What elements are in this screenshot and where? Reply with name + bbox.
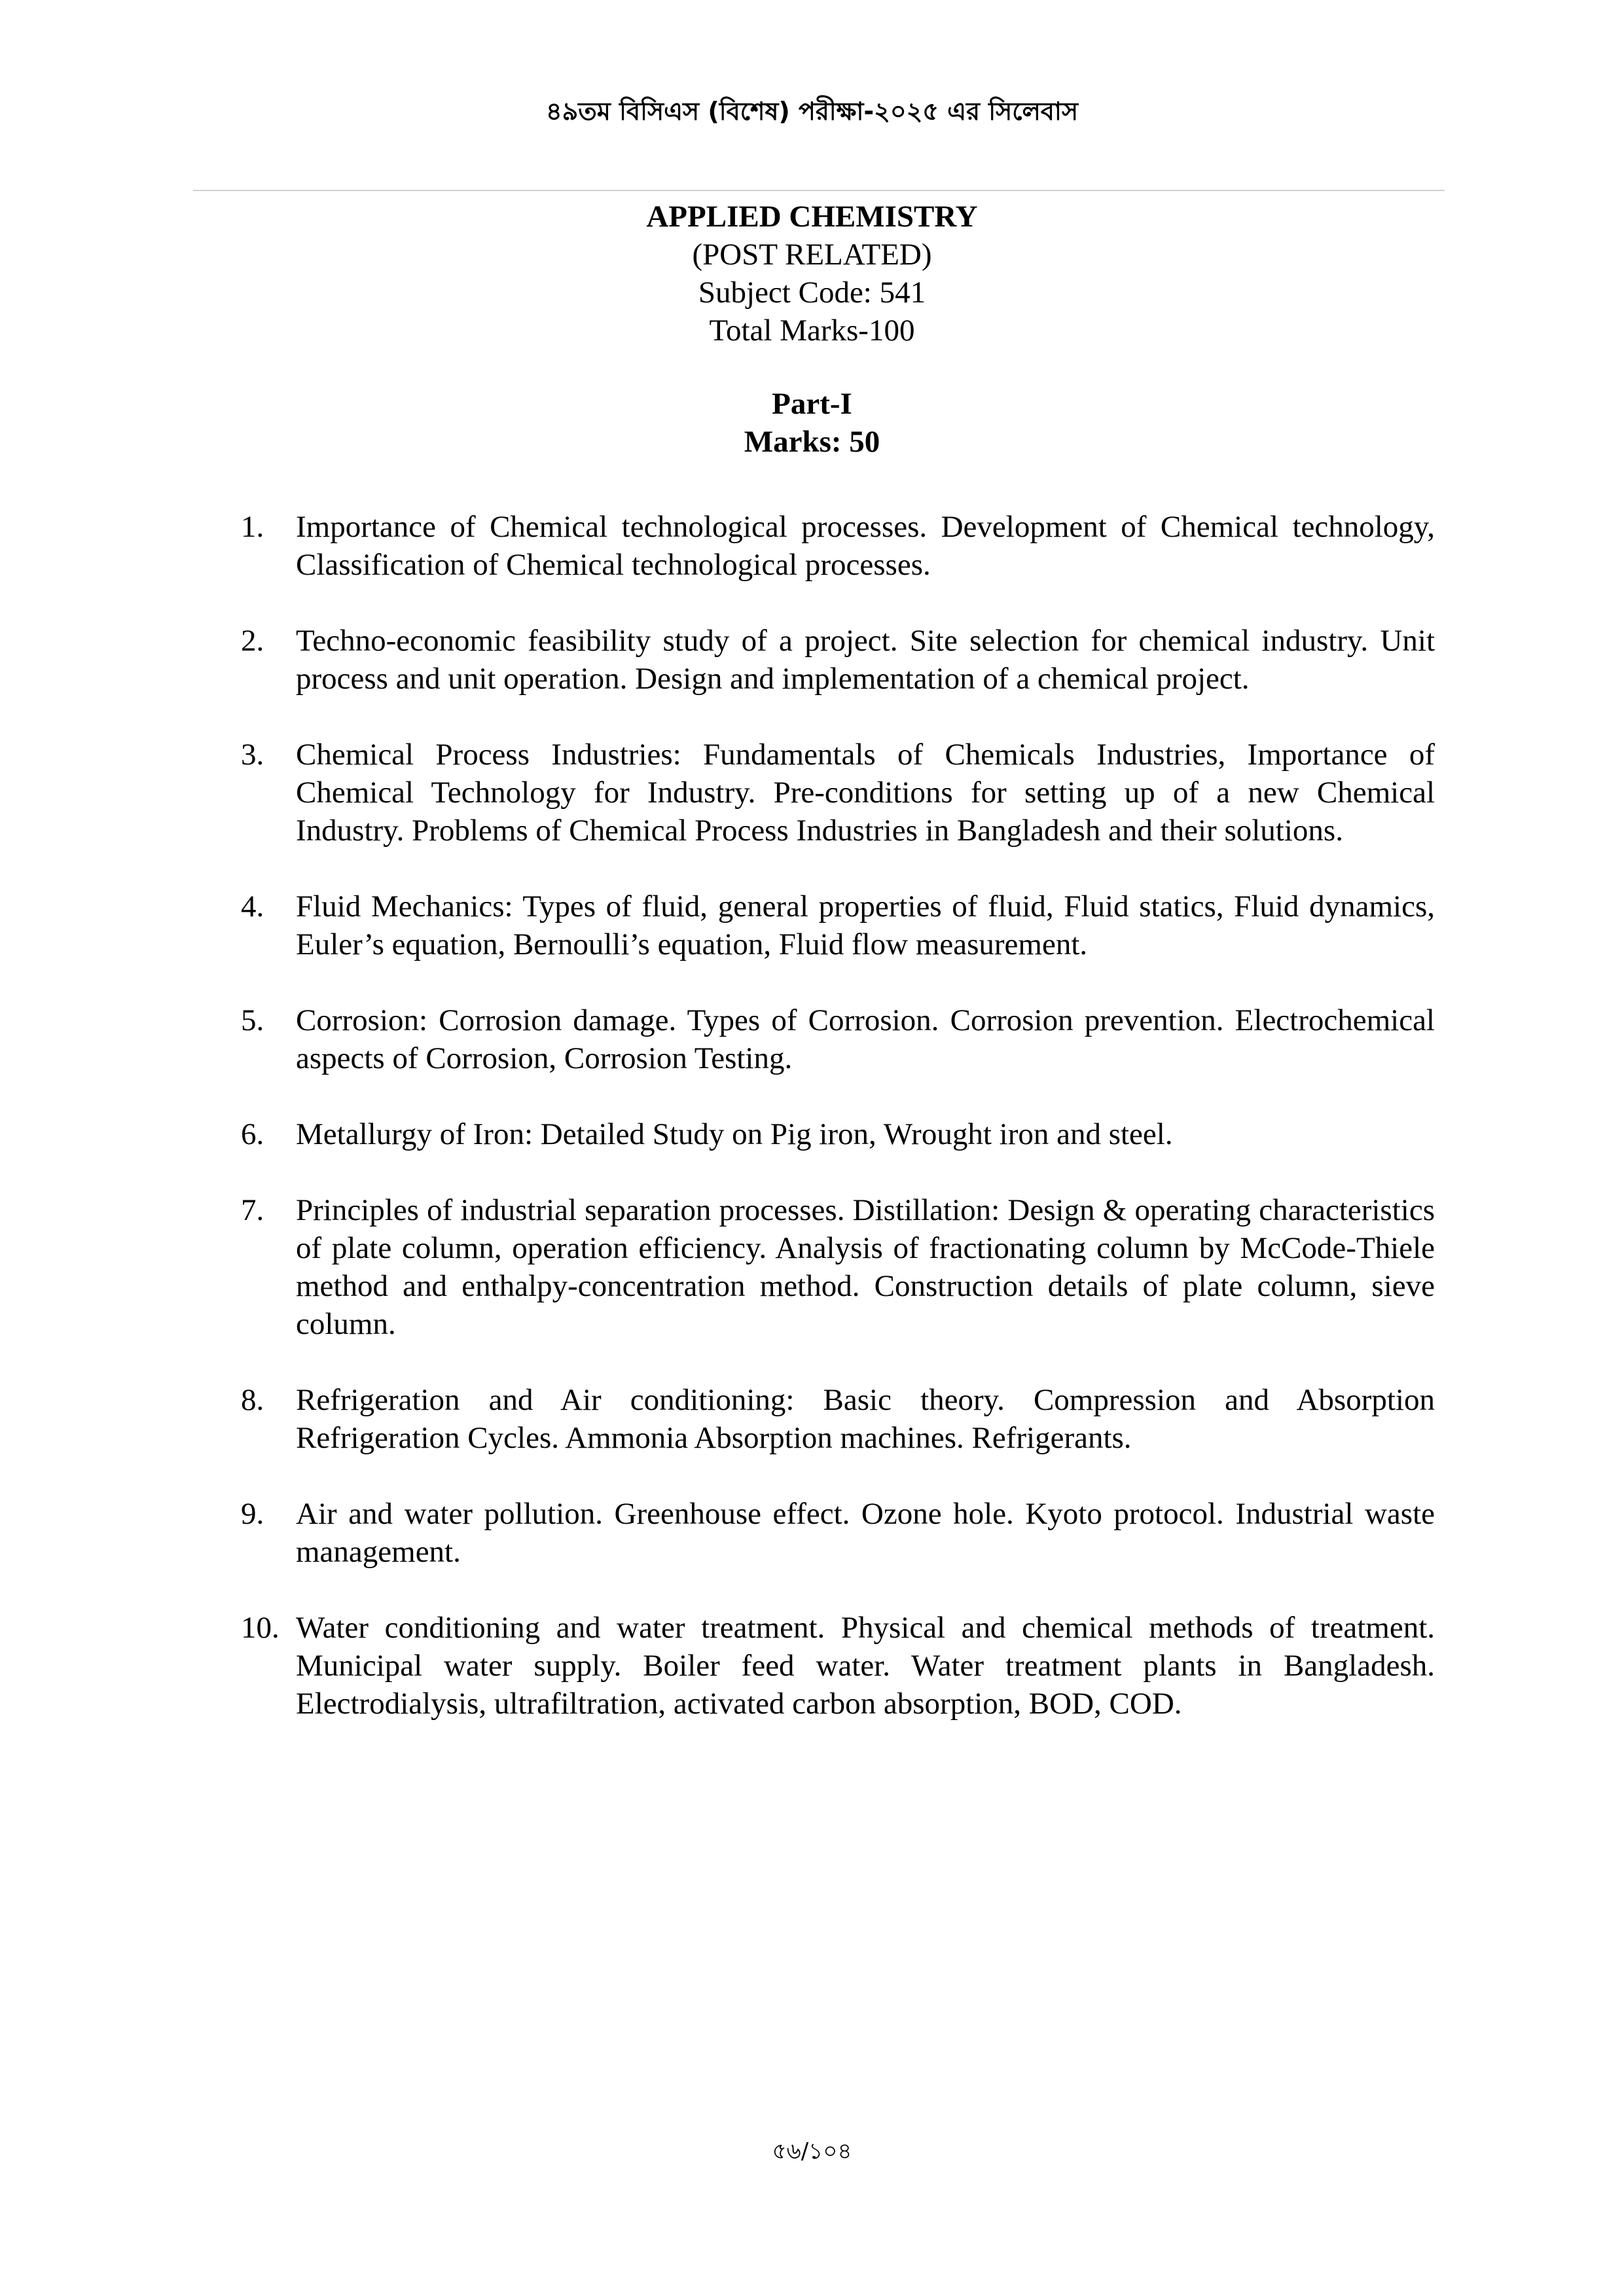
- part-heading: [0, 385, 1624, 461]
- total-marks: Total Marks-100: [709, 314, 915, 348]
- list-item: [241, 888, 1435, 963]
- topic-text: Corrosion: Corrosion damage. Types of Corrosion. Corrosion prevention. Electrochemical aspects of Corrosion, Corrosion Testing.: [296, 1003, 1435, 1075]
- topic-number: 3.: [241, 738, 264, 772]
- topic-text: Chemical Process Industries: Fundamentals of Chemicals Industries, Importance of Chemical Technology for Industry. Pre-conditions for setting up of a new Chemical Industry. Problems of Chemical Process Industries in Bangladesh and their solutions.: [296, 738, 1435, 848]
- list-item: [241, 1001, 1435, 1077]
- subject-qualifier: (POST RELATED): [692, 238, 932, 272]
- part-name: Part-I: [772, 387, 852, 421]
- page-number: ৫৬/১০৪: [772, 2138, 852, 2164]
- title-block: [0, 198, 1624, 350]
- topic-number: 5.: [241, 1003, 264, 1037]
- part-marks: Marks: 50: [744, 425, 880, 459]
- topic-number: 7.: [241, 1193, 264, 1227]
- topic-number: 9.: [241, 1497, 264, 1531]
- subject-code: Subject Code: 541: [698, 276, 926, 310]
- topic-text: Techno-economic feasibility study of a project. Site selection for chemical industry. Unit process and unit operation. Design and implementation of a chemical project.: [296, 624, 1435, 696]
- topic-number: 6.: [241, 1117, 264, 1151]
- list-item: [241, 1115, 1435, 1153]
- topic-text: Refrigeration and Air conditioning: Basic theory. Compression and Absorption Refrigeration Cycles. Ammonia Absorption machines. Refrigerants.: [296, 1383, 1435, 1455]
- topic-text: Fluid Mechanics: Types of fluid, general properties of fluid, Fluid statics, Fluid dynamics, Euler’s equation, Bernoulli’s equation, Fluid flow measurement.: [296, 889, 1435, 961]
- list-item: [241, 508, 1435, 584]
- list-item: [241, 1495, 1435, 1571]
- list-item: [241, 1191, 1435, 1343]
- header-divider: [193, 190, 1445, 191]
- list-item: [241, 1381, 1435, 1457]
- topic-number: 8.: [241, 1383, 264, 1417]
- list-item: [241, 622, 1435, 698]
- topic-number: 2.: [241, 624, 264, 658]
- topic-number: 4.: [241, 889, 264, 924]
- topic-text: Air and water pollution. Greenhouse effect. Ozone hole. Kyoto protocol. Industrial waste management.: [296, 1497, 1435, 1569]
- subject-title: APPLIED CHEMISTRY: [646, 200, 978, 234]
- list-item: [241, 736, 1435, 850]
- topic-number: 10.: [241, 1611, 280, 1645]
- topic-number: 1.: [241, 510, 264, 544]
- topic-text: Water conditioning and water treatment. Physical and chemical methods of treatment. Municipal water supply. Boiler feed water. Water treatment plants in Bangladesh. Electrodialysis, ultrafiltration, activated carbon absorption, BOD, COD.: [296, 1611, 1435, 1721]
- topic-text: Metallurgy of Iron: Detailed Study on Pig iron, Wrought iron and steel.: [296, 1117, 1173, 1151]
- running-header: ৪৯তম বিসিএস (বিশেষ) পরীক্ষা-২০২৫ এর সিলেবাস: [545, 97, 1079, 126]
- topic-text: Principles of industrial separation processes. Distillation: Design & operating characteristics of plate column, operation efficiency. Analysis of fractionating column by McCode-Thiele method and enthalpy-concentration method. Construction details of plate column, sieve column.: [296, 1193, 1435, 1341]
- list-item: [241, 1609, 1435, 1723]
- topic-text: Importance of Chemical technological processes. Development of Chemical technology, Classification of Chemical technological processes.: [296, 510, 1435, 582]
- syllabus-topic-list: [241, 508, 1435, 1761]
